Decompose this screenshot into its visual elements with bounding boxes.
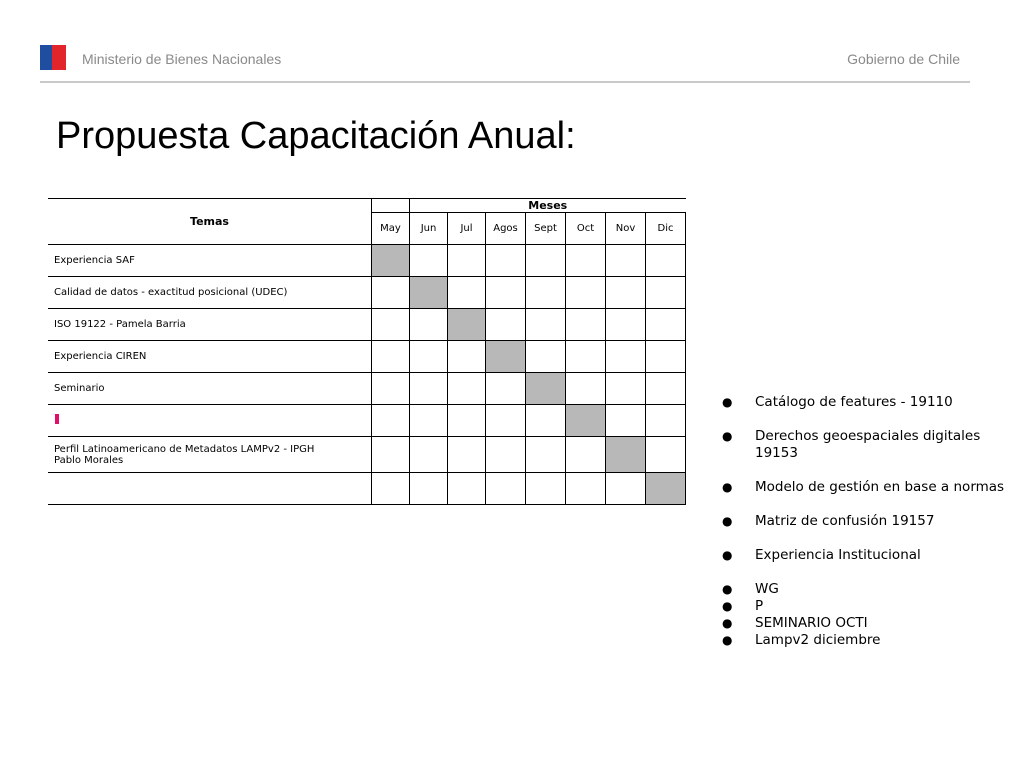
scheduled-month-cell bbox=[566, 405, 606, 437]
scheduled-month-cell bbox=[372, 245, 410, 277]
empty-month-cell bbox=[606, 473, 646, 505]
empty-month-cell bbox=[448, 341, 486, 373]
bullet-text: Lampv2 diciembre bbox=[755, 632, 881, 648]
government-name: Gobierno de Chile bbox=[847, 51, 960, 67]
month-header: May bbox=[372, 213, 410, 245]
bullet-list bbox=[722, 394, 1024, 649]
bullet-text: Matriz de confusión 19157 bbox=[755, 513, 935, 529]
topic-text: Perfil Latinoamericano de Metadatos LAMPv2 - IPGH bbox=[54, 443, 315, 455]
topic-text: Pablo Morales bbox=[54, 454, 124, 466]
bullet-dot-icon: ● bbox=[722, 616, 733, 630]
topic-text: Calidad de datos - exactitud posicional (UDEC) bbox=[54, 287, 288, 298]
empty-month-cell bbox=[646, 245, 686, 277]
scheduled-month-cell bbox=[448, 309, 486, 341]
page-title: Propuesta Capacitación Anual: bbox=[56, 115, 576, 157]
empty-month-cell bbox=[410, 245, 448, 277]
month-header: Agos bbox=[486, 213, 526, 245]
scheduled-month-cell bbox=[410, 277, 448, 309]
bullet-text: Derechos geoespaciales digitales 19153 bbox=[755, 428, 981, 461]
topic-cell bbox=[48, 245, 372, 277]
topics-header: Temas bbox=[48, 199, 372, 245]
ministry-name: Ministerio de Bienes Nacionales bbox=[82, 51, 282, 67]
topic-cell bbox=[48, 437, 372, 473]
month-header: Jul bbox=[448, 213, 486, 245]
empty-month-cell bbox=[566, 473, 606, 505]
empty-month-cell bbox=[646, 373, 686, 405]
empty-month-cell bbox=[606, 373, 646, 405]
empty-month-cell bbox=[372, 405, 410, 437]
header-blank-cell bbox=[372, 199, 410, 213]
empty-month-cell bbox=[410, 405, 448, 437]
months-header: Meses bbox=[410, 199, 686, 213]
bullet-text: P bbox=[755, 598, 764, 614]
topic-cell bbox=[48, 473, 372, 505]
empty-month-cell bbox=[448, 437, 486, 473]
empty-month-cell bbox=[526, 405, 566, 437]
flag-red-section bbox=[52, 45, 66, 70]
empty-month-cell bbox=[606, 341, 646, 373]
bullet-dot-icon: ● bbox=[722, 582, 733, 596]
empty-month-cell bbox=[448, 373, 486, 405]
topic-cell bbox=[48, 405, 372, 437]
table-header-row bbox=[48, 199, 686, 213]
empty-month-cell bbox=[566, 373, 606, 405]
empty-month-cell bbox=[646, 437, 686, 473]
topic-text: Experiencia SAF bbox=[54, 255, 135, 266]
bullet-item bbox=[722, 513, 1024, 530]
empty-month-cell bbox=[410, 373, 448, 405]
empty-month-cell bbox=[486, 373, 526, 405]
empty-month-cell bbox=[410, 437, 448, 473]
bullet-text: Catálogo de features - 19110 bbox=[755, 394, 953, 410]
bullet-dot-icon: ● bbox=[722, 599, 733, 613]
empty-month-cell bbox=[410, 341, 448, 373]
training-schedule-table bbox=[48, 198, 686, 505]
empty-month-cell bbox=[566, 277, 606, 309]
empty-month-cell bbox=[486, 309, 526, 341]
comment-marker-icon bbox=[55, 414, 59, 424]
bullet-item bbox=[722, 428, 1024, 462]
bullet-item bbox=[722, 479, 1024, 496]
bullet-item bbox=[722, 581, 1024, 598]
topic-text: Seminario bbox=[54, 383, 105, 394]
table-row bbox=[48, 245, 686, 277]
empty-month-cell bbox=[448, 277, 486, 309]
empty-month-cell bbox=[410, 309, 448, 341]
topic-text: Experiencia CIREN bbox=[54, 351, 147, 362]
topic-cell bbox=[48, 341, 372, 373]
empty-month-cell bbox=[372, 373, 410, 405]
empty-month-cell bbox=[372, 277, 410, 309]
empty-month-cell bbox=[448, 473, 486, 505]
empty-month-cell bbox=[486, 277, 526, 309]
bullet-item bbox=[722, 615, 1024, 632]
empty-month-cell bbox=[448, 245, 486, 277]
month-header: Nov bbox=[606, 213, 646, 245]
scheduled-month-cell bbox=[486, 341, 526, 373]
bullet-item bbox=[722, 598, 1024, 615]
empty-month-cell bbox=[566, 245, 606, 277]
empty-month-cell bbox=[566, 437, 606, 473]
month-header: Dic bbox=[646, 213, 686, 245]
empty-month-cell bbox=[526, 309, 566, 341]
empty-month-cell bbox=[486, 473, 526, 505]
bullet-text: Experiencia Institucional bbox=[755, 547, 921, 563]
empty-month-cell bbox=[372, 437, 410, 473]
empty-month-cell bbox=[606, 405, 646, 437]
chile-flag-logo bbox=[40, 45, 66, 70]
table-row bbox=[48, 341, 686, 373]
flag-blue-section bbox=[40, 45, 52, 70]
empty-month-cell bbox=[646, 341, 686, 373]
month-header: Sept bbox=[526, 213, 566, 245]
table-row bbox=[48, 277, 686, 309]
table-row bbox=[48, 405, 686, 437]
bullet-item bbox=[722, 394, 1024, 411]
table-row bbox=[48, 473, 686, 505]
empty-month-cell bbox=[526, 341, 566, 373]
slide-header bbox=[40, 45, 970, 83]
bullet-dot-icon: ● bbox=[722, 429, 733, 443]
bullet-dot-icon: ● bbox=[722, 514, 733, 528]
table-row bbox=[48, 437, 686, 473]
bullet-text: SEMINARIO OCTI bbox=[755, 615, 868, 631]
bullet-dot-icon: ● bbox=[722, 548, 733, 562]
bullet-dot-icon: ● bbox=[722, 395, 733, 409]
empty-month-cell bbox=[372, 341, 410, 373]
bullet-item bbox=[722, 632, 1024, 649]
scheduled-month-cell bbox=[526, 373, 566, 405]
empty-month-cell bbox=[606, 309, 646, 341]
bullet-text: Modelo de gestión en base a normas bbox=[755, 479, 1005, 495]
empty-month-cell bbox=[566, 309, 606, 341]
month-header: Oct bbox=[566, 213, 606, 245]
empty-month-cell bbox=[486, 245, 526, 277]
bullet-item bbox=[722, 547, 1024, 564]
table-row bbox=[48, 373, 686, 405]
empty-month-cell bbox=[410, 473, 448, 505]
empty-month-cell bbox=[448, 405, 486, 437]
empty-month-cell bbox=[526, 473, 566, 505]
empty-month-cell bbox=[486, 405, 526, 437]
empty-month-cell bbox=[526, 437, 566, 473]
empty-month-cell bbox=[646, 277, 686, 309]
month-header: Jun bbox=[410, 213, 448, 245]
empty-month-cell bbox=[526, 277, 566, 309]
empty-month-cell bbox=[372, 473, 410, 505]
empty-month-cell bbox=[526, 245, 566, 277]
scheduled-month-cell bbox=[606, 437, 646, 473]
topic-cell bbox=[48, 277, 372, 309]
empty-month-cell bbox=[372, 309, 410, 341]
empty-month-cell bbox=[606, 277, 646, 309]
table-row bbox=[48, 309, 686, 341]
topic-text: ISO 19122 - Pamela Barria bbox=[54, 319, 186, 330]
empty-month-cell bbox=[566, 341, 606, 373]
bullet-dot-icon: ● bbox=[722, 480, 733, 494]
empty-month-cell bbox=[646, 309, 686, 341]
empty-month-cell bbox=[606, 245, 646, 277]
empty-month-cell bbox=[646, 405, 686, 437]
scheduled-month-cell bbox=[646, 473, 686, 505]
topic-cell bbox=[48, 373, 372, 405]
topic-cell bbox=[48, 309, 372, 341]
bullet-dot-icon: ● bbox=[722, 633, 733, 647]
empty-month-cell bbox=[486, 437, 526, 473]
bullet-text: WG bbox=[755, 581, 779, 597]
